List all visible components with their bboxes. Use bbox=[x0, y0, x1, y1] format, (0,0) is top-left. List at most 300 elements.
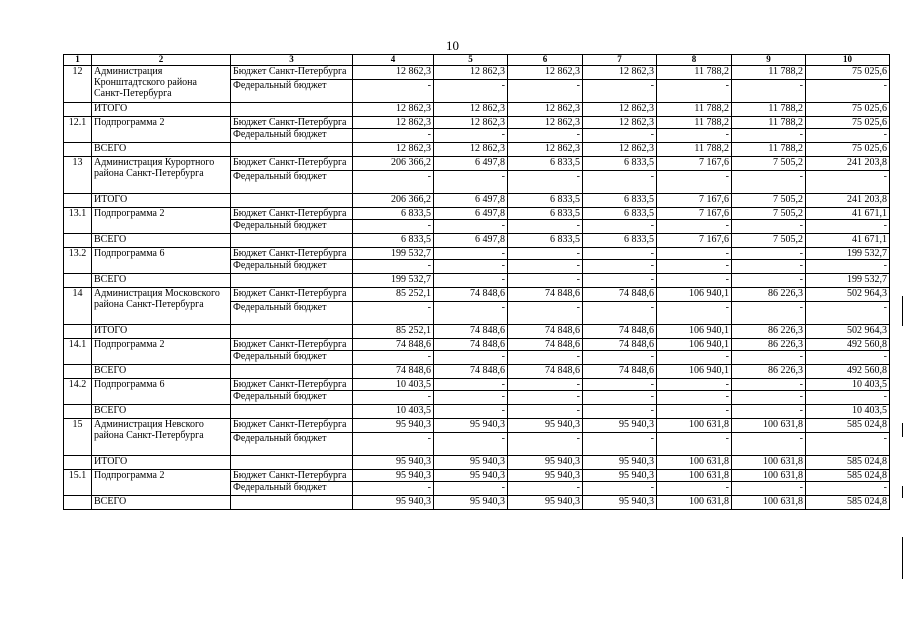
funding-source: Бюджет Санкт-Петербурга bbox=[231, 379, 353, 391]
header-cell: 6 bbox=[508, 55, 583, 66]
executor-name: Администрация Кронштадтского района Санкт-Петербурга bbox=[92, 66, 231, 103]
funding-source: Федеральный бюджет bbox=[231, 351, 353, 365]
total-amount-cell: 12 862,3 bbox=[434, 143, 508, 157]
amount-cell: 199 532,7 bbox=[353, 248, 434, 260]
amount-cell: 106 940,1 bbox=[657, 339, 732, 351]
row-number: 12 bbox=[64, 66, 92, 103]
amount-cell: - bbox=[508, 80, 583, 103]
scan-edge-mark bbox=[902, 423, 903, 437]
empty-cell bbox=[64, 194, 92, 208]
amount-cell: - bbox=[508, 391, 583, 405]
budget-table bbox=[63, 54, 890, 510]
executor-name: Администрация Невского района Санкт-Петербурга bbox=[92, 419, 231, 456]
amount-cell: 95 940,3 bbox=[508, 470, 583, 482]
total-amount-cell: 199 532,7 bbox=[806, 274, 890, 288]
amount-cell: - bbox=[732, 220, 806, 234]
empty-cell bbox=[231, 365, 353, 379]
funding-source: Бюджет Санкт-Петербурга bbox=[231, 339, 353, 351]
amount-cell: - bbox=[657, 80, 732, 103]
amount-cell: 86 226,3 bbox=[732, 339, 806, 351]
amount-cell: - bbox=[353, 260, 434, 274]
amount-cell: 41 671,1 bbox=[806, 208, 890, 220]
amount-cell: 585 024,8 bbox=[806, 419, 890, 433]
amount-cell: - bbox=[732, 171, 806, 194]
amount-cell: - bbox=[657, 379, 732, 391]
scan-edge-mark bbox=[902, 296, 903, 326]
amount-cell: 6 497,8 bbox=[434, 157, 508, 171]
amount-cell: - bbox=[806, 391, 890, 405]
total-amount-cell: 241 203,8 bbox=[806, 194, 890, 208]
amount-cell: - bbox=[806, 171, 890, 194]
amount-cell: - bbox=[508, 482, 583, 496]
total-amount-cell: - bbox=[583, 274, 657, 288]
amount-cell: 12 862,3 bbox=[434, 66, 508, 80]
amount-cell: 74 848,6 bbox=[583, 288, 657, 302]
empty-cell bbox=[64, 234, 92, 248]
amount-cell: 86 226,3 bbox=[732, 288, 806, 302]
amount-cell: - bbox=[434, 302, 508, 325]
amount-cell: - bbox=[508, 129, 583, 143]
total-amount-cell: 6 833,5 bbox=[353, 234, 434, 248]
total-amount-cell: 6 497,8 bbox=[434, 194, 508, 208]
total-row bbox=[64, 365, 890, 379]
amount-cell: - bbox=[353, 433, 434, 456]
empty-cell bbox=[231, 456, 353, 470]
empty-cell bbox=[64, 405, 92, 419]
total-row bbox=[64, 234, 890, 248]
executor-name: Подпрограмма 6 bbox=[92, 248, 231, 274]
amount-cell: - bbox=[508, 379, 583, 391]
amount-cell: 95 940,3 bbox=[353, 419, 434, 433]
amount-cell: 75 025,6 bbox=[806, 66, 890, 80]
funding-source: Федеральный бюджет bbox=[231, 433, 353, 456]
header-cell: 9 bbox=[732, 55, 806, 66]
total-label: ВСЕГО bbox=[92, 143, 231, 157]
funding-source: Федеральный бюджет bbox=[231, 260, 353, 274]
header-cell: 4 bbox=[353, 55, 434, 66]
table-row bbox=[64, 288, 890, 302]
amount-cell: 95 940,3 bbox=[583, 419, 657, 433]
amount-cell: 12 862,3 bbox=[508, 117, 583, 129]
amount-cell: - bbox=[806, 80, 890, 103]
amount-cell: 10 403,5 bbox=[806, 379, 890, 391]
total-amount-cell: 106 940,1 bbox=[657, 365, 732, 379]
amount-cell: 74 848,6 bbox=[508, 288, 583, 302]
funding-source: Федеральный бюджет bbox=[231, 171, 353, 194]
amount-cell: 6 833,5 bbox=[583, 157, 657, 171]
header-cell: 10 bbox=[806, 55, 890, 66]
amount-cell: 95 940,3 bbox=[434, 419, 508, 433]
amount-cell: 100 631,8 bbox=[657, 419, 732, 433]
funding-source: Федеральный бюджет bbox=[231, 129, 353, 143]
amount-cell: - bbox=[806, 260, 890, 274]
funding-source: Федеральный бюджет bbox=[231, 80, 353, 103]
amount-cell: - bbox=[657, 433, 732, 456]
total-row bbox=[64, 143, 890, 157]
amount-cell: - bbox=[353, 171, 434, 194]
amount-cell: - bbox=[657, 351, 732, 365]
total-amount-cell: 11 788,2 bbox=[657, 103, 732, 117]
row-number: 14.1 bbox=[64, 339, 92, 365]
total-row bbox=[64, 496, 890, 510]
total-row bbox=[64, 325, 890, 339]
empty-cell bbox=[231, 194, 353, 208]
total-amount-cell: 74 848,6 bbox=[583, 325, 657, 339]
amount-cell: 10 403,5 bbox=[353, 379, 434, 391]
empty-cell bbox=[64, 496, 92, 510]
total-row bbox=[64, 456, 890, 470]
empty-cell bbox=[231, 496, 353, 510]
total-amount-cell: 12 862,3 bbox=[353, 143, 434, 157]
amount-cell: - bbox=[806, 302, 890, 325]
amount-cell: 7 167,6 bbox=[657, 157, 732, 171]
amount-cell: 199 532,7 bbox=[806, 248, 890, 260]
amount-cell: - bbox=[732, 129, 806, 143]
amount-cell: 95 940,3 bbox=[434, 470, 508, 482]
total-amount-cell: 95 940,3 bbox=[353, 456, 434, 470]
total-amount-cell: 12 862,3 bbox=[353, 103, 434, 117]
amount-cell: - bbox=[434, 351, 508, 365]
executor-name: Подпрограмма 6 bbox=[92, 379, 231, 405]
total-amount-cell: 75 025,6 bbox=[806, 103, 890, 117]
header-cell: 1 bbox=[64, 55, 92, 66]
total-amount-cell: 75 025,6 bbox=[806, 143, 890, 157]
amount-cell: 6 833,5 bbox=[583, 208, 657, 220]
amount-cell: - bbox=[657, 171, 732, 194]
scan-edge-mark bbox=[902, 486, 903, 498]
total-amount-cell: - bbox=[508, 405, 583, 419]
amount-cell: - bbox=[732, 379, 806, 391]
empty-cell bbox=[64, 103, 92, 117]
total-amount-cell: 100 631,8 bbox=[732, 496, 806, 510]
total-amount-cell: 7 167,6 bbox=[657, 234, 732, 248]
total-amount-cell: 100 631,8 bbox=[657, 496, 732, 510]
total-amount-cell: 11 788,2 bbox=[732, 143, 806, 157]
amount-cell: - bbox=[806, 351, 890, 365]
funding-source: Федеральный бюджет bbox=[231, 220, 353, 234]
empty-cell bbox=[64, 365, 92, 379]
amount-cell: - bbox=[657, 391, 732, 405]
table-row bbox=[64, 419, 890, 433]
total-amount-cell: 106 940,1 bbox=[657, 325, 732, 339]
total-amount-cell: 11 788,2 bbox=[732, 103, 806, 117]
amount-cell: - bbox=[434, 260, 508, 274]
amount-cell: - bbox=[353, 351, 434, 365]
total-amount-cell: 7 505,2 bbox=[732, 234, 806, 248]
total-amount-cell: 6 833,5 bbox=[583, 194, 657, 208]
amount-cell: - bbox=[353, 80, 434, 103]
funding-source: Федеральный бюджет bbox=[231, 482, 353, 496]
amount-cell: 12 862,3 bbox=[353, 66, 434, 80]
table-row bbox=[64, 66, 890, 80]
total-amount-cell: - bbox=[434, 405, 508, 419]
amount-cell: - bbox=[657, 220, 732, 234]
amount-cell: - bbox=[657, 248, 732, 260]
row-number: 15 bbox=[64, 419, 92, 456]
total-amount-cell: 10 403,5 bbox=[353, 405, 434, 419]
executor-name: Администрация Московского района Санкт-Петербурга bbox=[92, 288, 231, 325]
empty-cell bbox=[231, 103, 353, 117]
table-row bbox=[64, 248, 890, 260]
amount-cell: - bbox=[353, 482, 434, 496]
total-amount-cell: 100 631,8 bbox=[732, 456, 806, 470]
total-amount-cell: - bbox=[583, 405, 657, 419]
amount-cell: - bbox=[508, 302, 583, 325]
amount-cell: - bbox=[732, 351, 806, 365]
scan-edge-mark bbox=[902, 537, 903, 579]
amount-cell: - bbox=[583, 220, 657, 234]
total-amount-cell: 85 252,1 bbox=[353, 325, 434, 339]
total-amount-cell: 74 848,6 bbox=[353, 365, 434, 379]
total-row bbox=[64, 103, 890, 117]
amount-cell: - bbox=[732, 391, 806, 405]
amount-cell: - bbox=[583, 129, 657, 143]
total-amount-cell: 6 497,8 bbox=[434, 234, 508, 248]
empty-cell bbox=[231, 325, 353, 339]
amount-cell: - bbox=[806, 129, 890, 143]
amount-cell: 100 631,8 bbox=[732, 470, 806, 482]
row-number: 14 bbox=[64, 288, 92, 325]
amount-cell: 74 848,6 bbox=[583, 339, 657, 351]
total-amount-cell: 95 940,3 bbox=[583, 496, 657, 510]
table-row bbox=[64, 379, 890, 391]
total-amount-cell: 585 024,8 bbox=[806, 496, 890, 510]
amount-cell: 12 862,3 bbox=[583, 66, 657, 80]
header-cell: 5 bbox=[434, 55, 508, 66]
amount-cell: 12 862,3 bbox=[583, 117, 657, 129]
amount-cell: 6 833,5 bbox=[353, 208, 434, 220]
amount-cell: - bbox=[583, 248, 657, 260]
amount-cell: - bbox=[434, 220, 508, 234]
amount-cell: 206 366,2 bbox=[353, 157, 434, 171]
empty-cell bbox=[64, 143, 92, 157]
amount-cell: - bbox=[434, 391, 508, 405]
amount-cell: 502 964,3 bbox=[806, 288, 890, 302]
total-amount-cell: 6 833,5 bbox=[583, 234, 657, 248]
funding-source: Бюджет Санкт-Петербурга bbox=[231, 470, 353, 482]
table-row bbox=[64, 157, 890, 171]
total-label: ВСЕГО bbox=[92, 405, 231, 419]
total-amount-cell: 95 940,3 bbox=[434, 456, 508, 470]
total-amount-cell: 86 226,3 bbox=[732, 365, 806, 379]
amount-cell: - bbox=[353, 129, 434, 143]
amount-cell: 7 505,2 bbox=[732, 157, 806, 171]
amount-cell: - bbox=[806, 482, 890, 496]
funding-source: Бюджет Санкт-Петербурга bbox=[231, 66, 353, 80]
table-row bbox=[64, 339, 890, 351]
empty-cell bbox=[231, 234, 353, 248]
total-label: ИТОГО bbox=[92, 456, 231, 470]
total-amount-cell: - bbox=[657, 274, 732, 288]
total-amount-cell: 199 532,7 bbox=[353, 274, 434, 288]
total-amount-cell: 206 366,2 bbox=[353, 194, 434, 208]
amount-cell: - bbox=[434, 482, 508, 496]
amount-cell: 7 167,6 bbox=[657, 208, 732, 220]
header-cell: 2 bbox=[92, 55, 231, 66]
amount-cell: - bbox=[434, 129, 508, 143]
empty-cell bbox=[231, 143, 353, 157]
funding-source: Бюджет Санкт-Петербурга bbox=[231, 157, 353, 171]
amount-cell: - bbox=[434, 248, 508, 260]
amount-cell: 7 505,2 bbox=[732, 208, 806, 220]
total-label: ВСЕГО bbox=[92, 496, 231, 510]
amount-cell: - bbox=[583, 171, 657, 194]
table-row bbox=[64, 208, 890, 220]
row-number: 14.2 bbox=[64, 379, 92, 405]
executor-name: Администрация Курортного района Санкт-Петербурга bbox=[92, 157, 231, 194]
table-body bbox=[64, 66, 890, 510]
amount-cell: - bbox=[508, 260, 583, 274]
amount-cell: 12 862,3 bbox=[353, 117, 434, 129]
amount-cell: 106 940,1 bbox=[657, 288, 732, 302]
row-number: 15.1 bbox=[64, 470, 92, 496]
amount-cell: 12 862,3 bbox=[508, 66, 583, 80]
amount-cell: - bbox=[508, 171, 583, 194]
amount-cell: - bbox=[434, 433, 508, 456]
total-amount-cell: 492 560,8 bbox=[806, 365, 890, 379]
table-row bbox=[64, 117, 890, 129]
total-amount-cell: 74 848,6 bbox=[434, 325, 508, 339]
page-number: 10 bbox=[446, 38, 459, 53]
amount-cell: - bbox=[732, 260, 806, 274]
total-amount-cell: 11 788,2 bbox=[657, 143, 732, 157]
total-amount-cell: 502 964,3 bbox=[806, 325, 890, 339]
total-amount-cell: - bbox=[508, 274, 583, 288]
amount-cell: 12 862,3 bbox=[434, 117, 508, 129]
amount-cell: 95 940,3 bbox=[508, 419, 583, 433]
total-amount-cell: 41 671,1 bbox=[806, 234, 890, 248]
funding-source: Федеральный бюджет bbox=[231, 391, 353, 405]
amount-cell: - bbox=[434, 171, 508, 194]
total-amount-cell: 95 940,3 bbox=[508, 496, 583, 510]
amount-cell: - bbox=[583, 351, 657, 365]
amount-cell: - bbox=[583, 482, 657, 496]
amount-cell: 6 833,5 bbox=[508, 208, 583, 220]
amount-cell: 100 631,8 bbox=[732, 419, 806, 433]
total-label: ИТОГО bbox=[92, 194, 231, 208]
total-amount-cell: 100 631,8 bbox=[657, 456, 732, 470]
row-number: 13.1 bbox=[64, 208, 92, 234]
amount-cell: - bbox=[583, 379, 657, 391]
total-label: ИТОГО bbox=[92, 103, 231, 117]
total-amount-cell: 12 862,3 bbox=[583, 103, 657, 117]
total-label: ИТОГО bbox=[92, 325, 231, 339]
funding-source: Бюджет Санкт-Петербурга bbox=[231, 208, 353, 220]
total-amount-cell: 6 833,5 bbox=[508, 194, 583, 208]
amount-cell: - bbox=[583, 391, 657, 405]
amount-cell: 100 631,8 bbox=[657, 470, 732, 482]
executor-name: Подпрограмма 2 bbox=[92, 117, 231, 143]
total-amount-cell: - bbox=[657, 405, 732, 419]
total-row bbox=[64, 194, 890, 208]
amount-cell: 6 833,5 bbox=[508, 157, 583, 171]
amount-cell: - bbox=[508, 248, 583, 260]
total-amount-cell: - bbox=[732, 405, 806, 419]
amount-cell: - bbox=[583, 80, 657, 103]
total-amount-cell: 74 848,6 bbox=[583, 365, 657, 379]
amount-cell: - bbox=[353, 220, 434, 234]
amount-cell: 11 788,2 bbox=[732, 66, 806, 80]
funding-source: Бюджет Санкт-Петербурга bbox=[231, 248, 353, 260]
amount-cell: - bbox=[732, 248, 806, 260]
total-amount-cell: 7 505,2 bbox=[732, 194, 806, 208]
header-row bbox=[64, 55, 890, 66]
amount-cell: - bbox=[806, 433, 890, 456]
total-label: ВСЕГО bbox=[92, 365, 231, 379]
funding-source: Бюджет Санкт-Петербурга bbox=[231, 419, 353, 433]
amount-cell: - bbox=[657, 482, 732, 496]
total-amount-cell: 74 848,6 bbox=[508, 325, 583, 339]
row-number: 13.2 bbox=[64, 248, 92, 274]
total-amount-cell: - bbox=[732, 274, 806, 288]
executor-name: Подпрограмма 2 bbox=[92, 339, 231, 365]
funding-source: Федеральный бюджет bbox=[231, 302, 353, 325]
amount-cell: - bbox=[583, 260, 657, 274]
total-amount-cell: 86 226,3 bbox=[732, 325, 806, 339]
total-amount-cell: 95 940,3 bbox=[583, 456, 657, 470]
header-cell: 8 bbox=[657, 55, 732, 66]
amount-cell: 74 848,6 bbox=[434, 339, 508, 351]
total-label: ВСЕГО bbox=[92, 234, 231, 248]
amount-cell: 585 024,8 bbox=[806, 470, 890, 482]
amount-cell: 492 560,8 bbox=[806, 339, 890, 351]
empty-cell bbox=[231, 405, 353, 419]
funding-source: Бюджет Санкт-Петербурга bbox=[231, 117, 353, 129]
amount-cell: - bbox=[508, 433, 583, 456]
amount-cell: - bbox=[732, 482, 806, 496]
total-row bbox=[64, 405, 890, 419]
amount-cell: - bbox=[583, 302, 657, 325]
empty-cell bbox=[64, 325, 92, 339]
amount-cell: - bbox=[732, 80, 806, 103]
amount-cell: - bbox=[732, 302, 806, 325]
amount-cell: 95 940,3 bbox=[353, 470, 434, 482]
amount-cell: - bbox=[434, 379, 508, 391]
total-amount-cell: 95 940,3 bbox=[434, 496, 508, 510]
empty-cell bbox=[64, 456, 92, 470]
header-cell: 3 bbox=[231, 55, 353, 66]
total-label: ВСЕГО bbox=[92, 274, 231, 288]
total-amount-cell: 95 940,3 bbox=[508, 456, 583, 470]
amount-cell: 75 025,6 bbox=[806, 117, 890, 129]
row-number: 12.1 bbox=[64, 117, 92, 143]
amount-cell: 11 788,2 bbox=[657, 66, 732, 80]
total-amount-cell: 10 403,5 bbox=[806, 405, 890, 419]
total-amount-cell: 585 024,8 bbox=[806, 456, 890, 470]
amount-cell: 74 848,6 bbox=[434, 288, 508, 302]
amount-cell: 11 788,2 bbox=[732, 117, 806, 129]
total-amount-cell: 12 862,3 bbox=[508, 143, 583, 157]
total-amount-cell: 12 862,3 bbox=[434, 103, 508, 117]
empty-cell bbox=[64, 274, 92, 288]
amount-cell: - bbox=[353, 391, 434, 405]
header-cell: 7 bbox=[583, 55, 657, 66]
empty-cell bbox=[231, 274, 353, 288]
table-row bbox=[64, 470, 890, 482]
amount-cell: - bbox=[434, 80, 508, 103]
total-amount-cell: 74 848,6 bbox=[508, 365, 583, 379]
total-amount-cell: 7 167,6 bbox=[657, 194, 732, 208]
amount-cell: 85 252,1 bbox=[353, 288, 434, 302]
amount-cell: - bbox=[508, 351, 583, 365]
total-row bbox=[64, 274, 890, 288]
funding-source: Бюджет Санкт-Петербурга bbox=[231, 288, 353, 302]
total-amount-cell: 12 862,3 bbox=[583, 143, 657, 157]
total-amount-cell: 12 862,3 bbox=[508, 103, 583, 117]
amount-cell: 11 788,2 bbox=[657, 117, 732, 129]
total-amount-cell: 6 833,5 bbox=[508, 234, 583, 248]
amount-cell: 74 848,6 bbox=[353, 339, 434, 351]
